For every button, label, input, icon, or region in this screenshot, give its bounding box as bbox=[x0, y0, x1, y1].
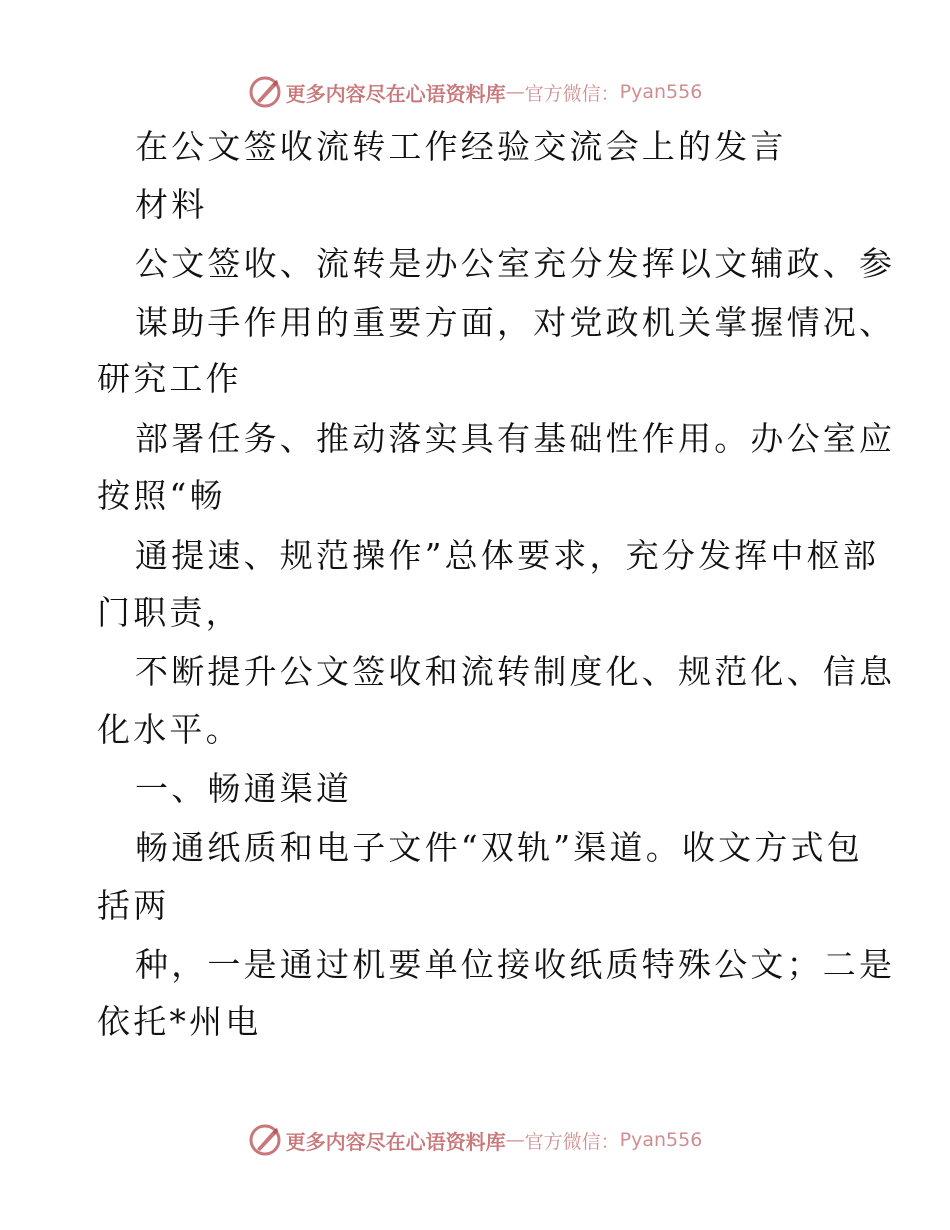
doc-line: 公文签收、流转是办公室充分发挥以文辅政、参 bbox=[135, 244, 896, 283]
doc-line: 研究工作 bbox=[97, 359, 242, 398]
doc-title-line-1: 在公文签收流转工作经验交流会上的发言 bbox=[135, 127, 787, 166]
doc-line: 通提速、规范操作”总体要求，充分发挥中枢部 bbox=[135, 536, 880, 575]
quill-logo-icon bbox=[248, 1123, 282, 1157]
watermark-dash: — bbox=[505, 81, 525, 103]
doc-line: 门职责， bbox=[97, 593, 242, 632]
quill-logo-icon bbox=[248, 75, 282, 109]
section-heading: 一、畅通渠道 bbox=[135, 769, 353, 808]
watermark-brand: 更多内容尽在心语资料库 bbox=[285, 1129, 506, 1154]
doc-line: 部署任务、推动落实具有基础性作用。办公室应 bbox=[135, 419, 896, 458]
doc-title-line-2: 材料 bbox=[135, 185, 208, 224]
doc-line: 依托*州电 bbox=[97, 1002, 262, 1041]
header-watermark bbox=[0, 72, 950, 112]
doc-line: 谋助手作用的重要方面，对党政机关掌握情况、 bbox=[135, 303, 896, 342]
doc-line: 畅通纸质和电子文件“双轨”渠道。收文方式包 bbox=[135, 828, 863, 867]
doc-line: 不断提升公文签收和流转制度化、规范化、信息 bbox=[135, 652, 896, 691]
doc-line: 括两 bbox=[97, 886, 170, 925]
footer-watermark bbox=[0, 1120, 950, 1160]
doc-line: 化水平。 bbox=[97, 710, 242, 749]
watermark-account-id: Pyan556 bbox=[619, 81, 703, 103]
watermark-account-label: 官方微信： bbox=[524, 82, 620, 105]
watermark-account-id: Pyan556 bbox=[619, 1129, 703, 1151]
watermark-account-label: 官方微信： bbox=[524, 1130, 620, 1153]
doc-line: 按照“畅 bbox=[97, 476, 226, 515]
watermark-dash: — bbox=[505, 1129, 525, 1151]
doc-line: 种，一是通过机要单位接收纸质特殊公文；二是 bbox=[135, 945, 896, 984]
watermark-brand: 更多内容尽在心语资料库 bbox=[285, 81, 506, 106]
